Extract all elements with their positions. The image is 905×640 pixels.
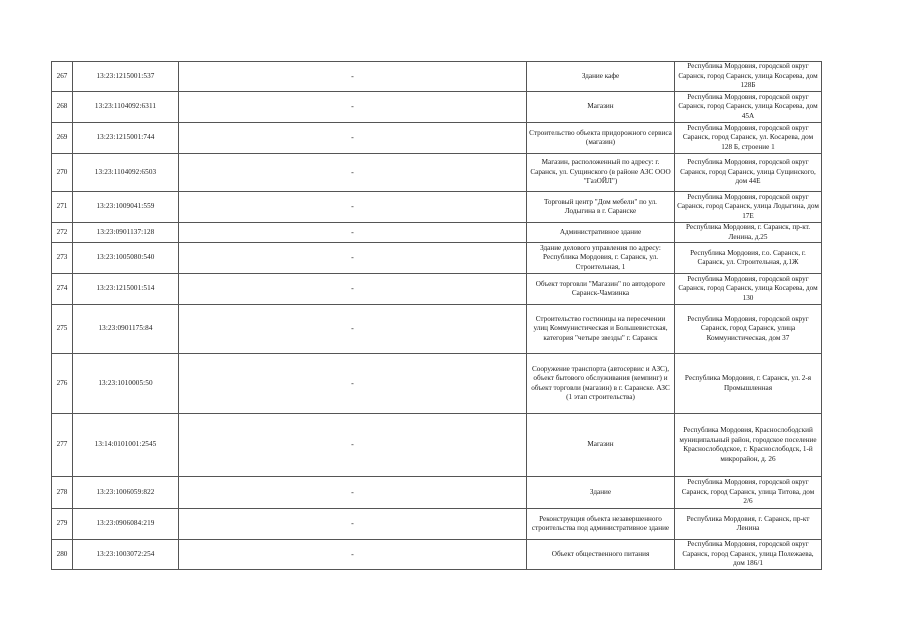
rights-cell: - — [179, 123, 527, 154]
table-body — [52, 62, 822, 570]
object-name-cell: Магазин — [527, 414, 675, 477]
rights-cell: - — [179, 477, 527, 509]
address-cell: Республика Мордовия, г.о. Саранск, г. Саранск, ул. Строительная, д.1Ж — [675, 243, 822, 274]
object-name-cell: Здание делового управления по адресу: Республика Мордовия, г. Саранск, ул. Строительная, 1 — [527, 243, 675, 274]
address-cell: Республика Мордовия, городской округ Саранск, город Саранск, улица Косарева, дом 45А — [675, 92, 822, 123]
row-number-cell: 280 — [52, 540, 73, 570]
object-name-cell: Объект торговли "Магазин" по автодороге Саранск-Чамзинка — [527, 274, 675, 305]
address-cell: Республика Мордовия, г. Саранск, ул. 2-я Промышленная — [675, 354, 822, 414]
cadastral-number-cell: 13:23:1003072:254 — [73, 540, 179, 570]
object-name-cell: Здание — [527, 477, 675, 509]
cadastral-number-cell: 13:23:0906084:219 — [73, 509, 179, 540]
cadastral-number-cell: 13:23:1006059:822 — [73, 477, 179, 509]
object-name-cell: Торговый центр "Дом мебели" по ул. Лодыгина в г. Саранске — [527, 192, 675, 223]
rights-cell: - — [179, 509, 527, 540]
row-number-cell: 279 — [52, 509, 73, 540]
rights-cell: - — [179, 154, 527, 192]
rights-cell: - — [179, 92, 527, 123]
address-cell: Республика Мордовия, городской округ Саранск, город Саранск, улица Косарева, дом 130 — [675, 274, 822, 305]
object-name-cell: Сооружение транспорта (автосервис и АЗС), объект бытового обслуживания (кемпинг) и объект торговли (магазин) в г. Саранске. АЗС (1 этап строительства) — [527, 354, 675, 414]
object-name-cell: Строительство гостиницы на пересечении улиц Коммунистическая и Большевистская, категория "четыре звезды" г. Саранск — [527, 305, 675, 354]
table-row — [52, 123, 822, 154]
address-cell: Республика Мордовия, городской округ Саранск, город Саранск, улица Лодыгина, дом 17Е — [675, 192, 822, 223]
cadastral-number-cell: 13:23:1009041:559 — [73, 192, 179, 223]
rights-cell: - — [179, 62, 527, 92]
object-name-cell: Магазин — [527, 92, 675, 123]
table-row — [52, 223, 822, 243]
address-cell: Республика Мордовия, городской округ Саранск, город Саранск, улица Коммунистическая, дом 37 — [675, 305, 822, 354]
row-number-cell: 272 — [52, 223, 73, 243]
table-row — [52, 509, 822, 540]
rights-cell: - — [179, 223, 527, 243]
object-name-cell: Здание кафе — [527, 62, 675, 92]
table-row — [52, 192, 822, 223]
cadastral-number-cell: 13:23:1005080:540 — [73, 243, 179, 274]
address-cell: Республика Мордовия, городской округ Саранск, город Саранск, улица Полежаева, дом 186/1 — [675, 540, 822, 570]
object-name-cell: Магазин, расположенный по адресу: г. Саранск, ул. Сущинского (в районе АЗС ООО "ГазОЙЛ") — [527, 154, 675, 192]
row-number-cell: 277 — [52, 414, 73, 477]
table-row — [52, 243, 822, 274]
rights-cell: - — [179, 354, 527, 414]
table-row — [52, 274, 822, 305]
row-number-cell: 275 — [52, 305, 73, 354]
table-row — [52, 540, 822, 570]
object-name-cell: Строительство объекта придорожного сервиса (магазин) — [527, 123, 675, 154]
address-cell: Республика Мордовия, городской округ Саранск, город Саранск, улица Сущинского, дом 44Е — [675, 154, 822, 192]
rights-cell: - — [179, 540, 527, 570]
table-row — [52, 354, 822, 414]
object-name-cell: Объект общественного питания — [527, 540, 675, 570]
cadastral-number-cell: 13:23:0901175:84 — [73, 305, 179, 354]
cadastral-number-cell: 13:23:1104092:6311 — [73, 92, 179, 123]
row-number-cell: 271 — [52, 192, 73, 223]
row-number-cell: 276 — [52, 354, 73, 414]
table-row — [52, 92, 822, 123]
cadastral-number-cell: 13:23:1215001:744 — [73, 123, 179, 154]
object-name-cell: Реконструкция объекта незавершенного строительства под административное здание — [527, 509, 675, 540]
table-row — [52, 414, 822, 477]
address-cell: Республика Мордовия, г. Саранск, пр-кт Ленина — [675, 509, 822, 540]
object-name-cell: Административное здание — [527, 223, 675, 243]
rights-cell: - — [179, 243, 527, 274]
table-row — [52, 62, 822, 92]
cadastral-number-cell: 13:23:1215001:537 — [73, 62, 179, 92]
address-cell: Республика Мордовия, Краснослободский муниципальный район, городское поселение Краснослободское, г. Краснослободск, 1-й микрорайон, д. 26 — [675, 414, 822, 477]
row-number-cell: 269 — [52, 123, 73, 154]
table-row — [52, 154, 822, 192]
rights-cell: - — [179, 305, 527, 354]
row-number-cell: 267 — [52, 62, 73, 92]
table-row — [52, 477, 822, 509]
row-number-cell: 274 — [52, 274, 73, 305]
cadastral-number-cell: 13:14:0101001:2545 — [73, 414, 179, 477]
row-number-cell: 278 — [52, 477, 73, 509]
row-number-cell: 268 — [52, 92, 73, 123]
row-number-cell: 273 — [52, 243, 73, 274]
cadastral-number-cell: 13:23:1215001:514 — [73, 274, 179, 305]
rights-cell: - — [179, 414, 527, 477]
cadastral-number-cell: 13:23:1104092:6503 — [73, 154, 179, 192]
address-cell: Республика Мордовия, городской округ Саранск, город Саранск, ул. Косарева, дом 128 Б, строение 1 — [675, 123, 822, 154]
row-number-cell: 270 — [52, 154, 73, 192]
rights-cell: - — [179, 192, 527, 223]
table-row — [52, 305, 822, 354]
cadastral-number-cell: 13:23:1010005:50 — [73, 354, 179, 414]
property-registry-table — [51, 61, 822, 570]
address-cell: Республика Мордовия, городской округ Саранск, город Саранск, улица Титова, дом 2/6 — [675, 477, 822, 509]
cadastral-number-cell: 13:23:0901137:128 — [73, 223, 179, 243]
address-cell: Республика Мордовия, г. Саранск, пр-кт. Ленина, д.25 — [675, 223, 822, 243]
address-cell: Республика Мордовия, городской округ Саранск, город Саранск, улица Косарева, дом 128Б — [675, 62, 822, 92]
rights-cell: - — [179, 274, 527, 305]
